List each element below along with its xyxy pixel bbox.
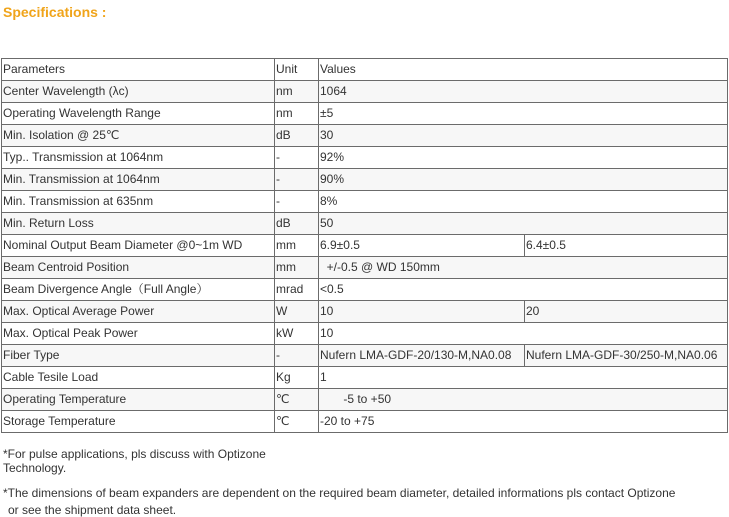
cell-parameter: Max. Optical Peak Power: [2, 323, 275, 345]
header-unit: Unit: [275, 59, 319, 81]
cell-unit: nm: [275, 81, 319, 103]
cell-unit: mm: [275, 257, 319, 279]
cell-unit: mrad: [275, 279, 319, 301]
cell-value: 92%: [319, 147, 728, 169]
table-row: [2, 323, 728, 345]
table-row: [2, 301, 728, 323]
cell-parameter: Operating Temperature: [2, 389, 275, 411]
cell-parameter: Center Wavelength (λc): [2, 81, 275, 103]
cell-parameter: Min. Return Loss: [2, 213, 275, 235]
cell-value: 30: [319, 125, 728, 147]
header-values: Values: [319, 59, 728, 81]
cell-unit: -: [275, 169, 319, 191]
cell-unit: dB: [275, 125, 319, 147]
cell-parameter: Cable Tesile Load: [2, 367, 275, 389]
cell-unit: ℃: [275, 411, 319, 433]
cell-unit: nm: [275, 103, 319, 125]
table-row: [2, 191, 728, 213]
table-row: [2, 389, 728, 411]
cell-value-alt: Nufern LMA-GDF-30/250-M,NA0.06: [525, 345, 728, 367]
footnote-beam-dimensions-continued: or see the shipment data sheet.: [8, 503, 177, 517]
cell-parameter: Beam Centroid Position: [2, 257, 275, 279]
cell-parameter: Operating Wavelength Range: [2, 103, 275, 125]
cell-value: 10: [319, 323, 728, 345]
header-parameters: Parameters: [2, 59, 275, 81]
specifications-table-body: [2, 59, 728, 433]
cell-parameter: Min. Transmission at 635nm: [2, 191, 275, 213]
table-row: [2, 345, 728, 367]
cell-value: 50: [319, 213, 728, 235]
cell-value: 1: [319, 367, 728, 389]
table-row: [2, 279, 728, 301]
cell-value-alt: 6.4±0.5: [525, 235, 728, 257]
table-row: [2, 103, 728, 125]
table-row: [2, 257, 728, 279]
table-header-row: [2, 59, 728, 81]
table-row: [2, 213, 728, 235]
cell-value: <0.5: [319, 279, 728, 301]
table-row: [2, 169, 728, 191]
cell-value: +/-0.5 @ WD 150mm: [319, 257, 728, 279]
cell-unit: kW: [275, 323, 319, 345]
cell-value-alt: 20: [525, 301, 728, 323]
cell-parameter: Beam Divergence Angle（Full Angle）: [2, 279, 275, 301]
cell-unit: mm: [275, 235, 319, 257]
cell-parameter: Max. Optical Average Power: [2, 301, 275, 323]
footnote-beam-dimensions: *The dimensions of beam expanders are dependent on the required beam diameter, detailed informations pls contact Optizone: [3, 486, 676, 500]
cell-unit: ℃: [275, 389, 319, 411]
footnotes: [3, 447, 675, 517]
footnote-pulse-applications: *For pulse applications, pls discuss with Optizone Technology.: [3, 447, 266, 475]
cell-parameter: Fiber Type: [2, 345, 275, 367]
cell-unit: -: [275, 191, 319, 213]
cell-unit: Kg: [275, 367, 319, 389]
specifications-table: [1, 58, 728, 433]
cell-unit: W: [275, 301, 319, 323]
table-row: [2, 411, 728, 433]
cell-value: 8%: [319, 191, 728, 213]
cell-value: 1064: [319, 81, 728, 103]
cell-value: Nufern LMA-GDF-20/130-M,NA0.08: [319, 345, 525, 367]
table-row: [2, 235, 728, 257]
table-row: [2, 147, 728, 169]
cell-value: -5 to +50: [319, 389, 728, 411]
cell-parameter: Nominal Output Beam Diameter @0~1m WD: [2, 235, 275, 257]
cell-parameter: Typ.. Transmission at 1064nm: [2, 147, 275, 169]
cell-value: 90%: [319, 169, 728, 191]
cell-value: 6.9±0.5: [319, 235, 525, 257]
cell-parameter: Min. Transmission at 1064nm: [2, 169, 275, 191]
cell-parameter: Storage Temperature: [2, 411, 275, 433]
cell-parameter: Min. Isolation @ 25℃: [2, 125, 275, 147]
cell-unit: -: [275, 147, 319, 169]
cell-unit: -: [275, 345, 319, 367]
table-row: [2, 125, 728, 147]
cell-value: -20 to +75: [319, 411, 728, 433]
table-row: [2, 81, 728, 103]
table-row: [2, 367, 728, 389]
specifications-heading: Specifications :: [3, 4, 107, 20]
cell-value: ±5: [319, 103, 728, 125]
cell-unit: dB: [275, 213, 319, 235]
cell-value: 10: [319, 301, 525, 323]
